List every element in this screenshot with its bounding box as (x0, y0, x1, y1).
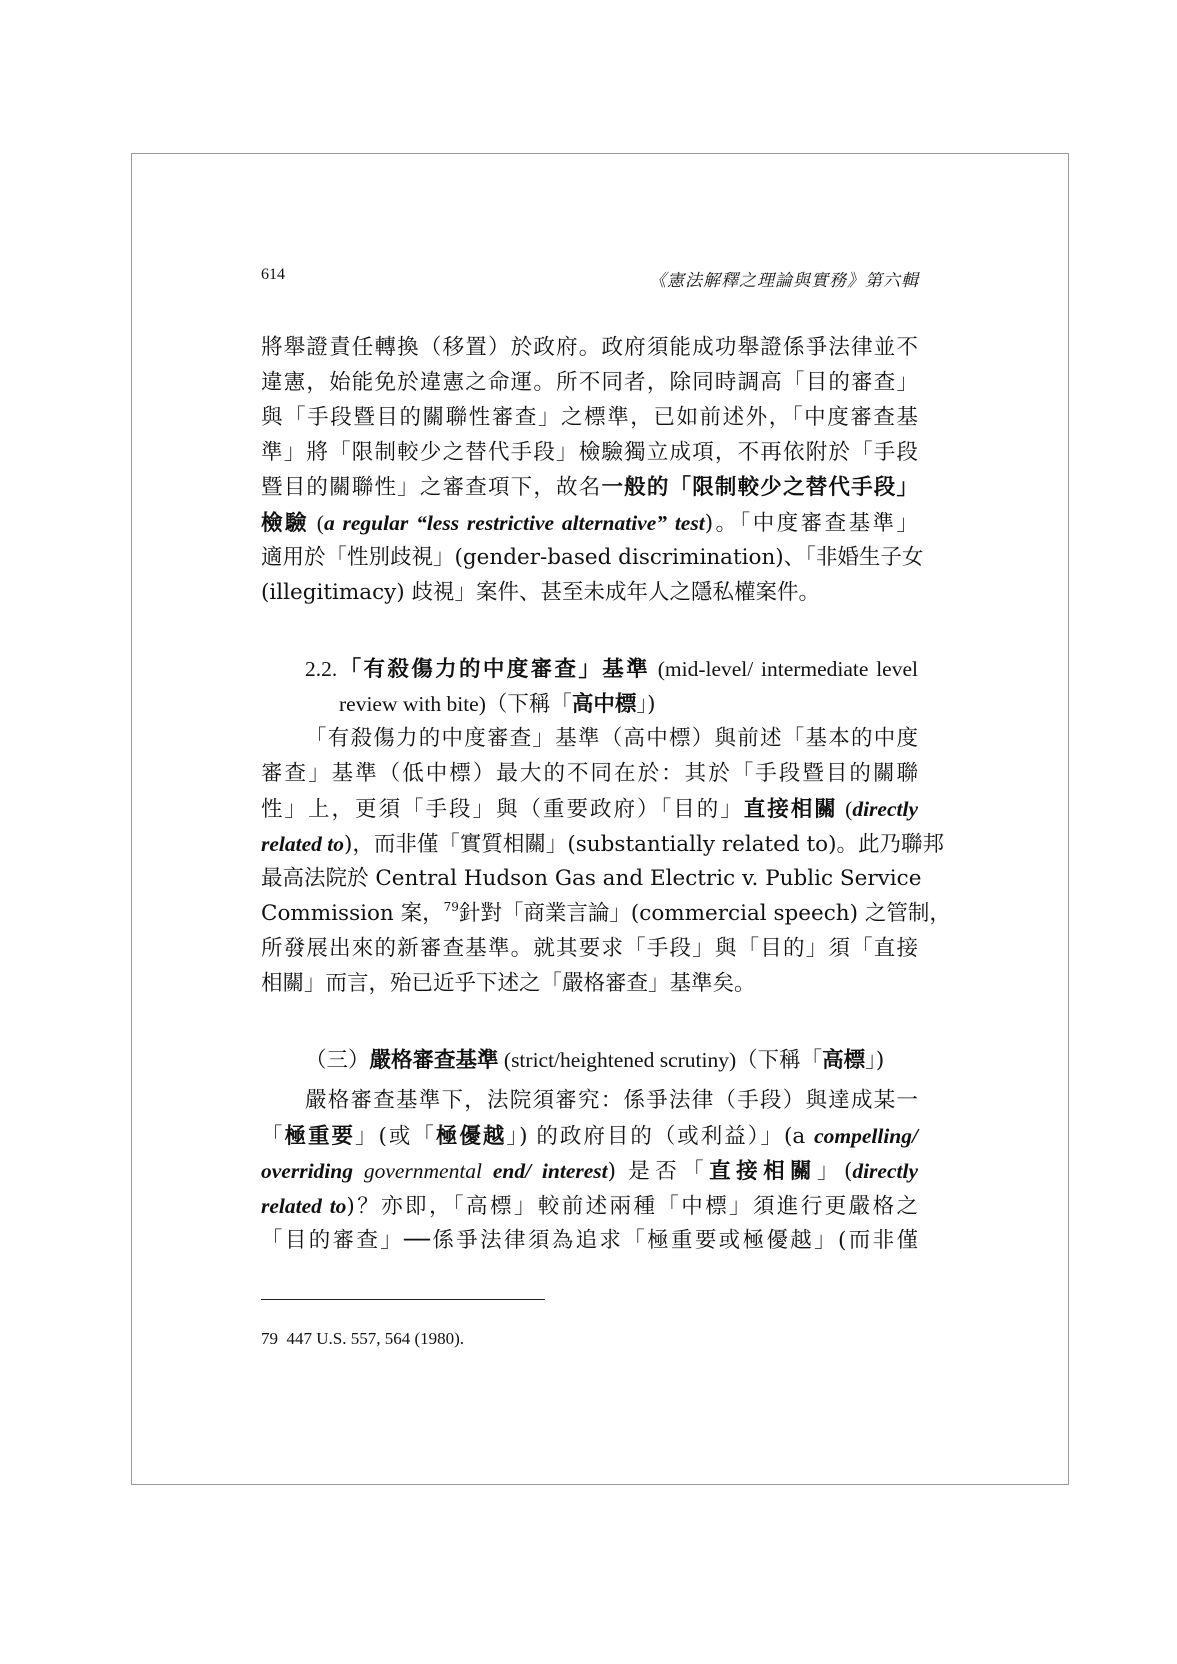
page-number: 614 (261, 266, 285, 283)
para1-line5: 暨目的關聯性」之審查項下，故名一般的「限制較少之替代手段」 (261, 475, 918, 500)
para1-line6: 檢驗 (a regular “less restrictive alternative” test)。「中度審查基準」 (261, 511, 918, 536)
para2-line6: Commission 案，$^{79}$針對「商業言論」(commercial speech) 之管制， (261, 900, 951, 926)
section-2-2-heading: 2.2.「有殺傷力的中度審查」基準 (mid-level/ intermediate level (305, 657, 918, 682)
para3-line1: 嚴格審查基準下，法院須審究：係爭法律（手段）與達成某一 (305, 1088, 918, 1113)
footnote (261, 1329, 464, 1349)
para1-line4: 準」將「限制較少之替代手段」檢驗獨立成項，不再依附於「手段 (261, 440, 918, 465)
para3-line5: 「目的審查」──係爭法律須為追求「極重要或極優越」(而非僅 (261, 1228, 918, 1253)
bold-italic-term: a regular “less restrictive alternative” test (323, 511, 705, 535)
para3-line4: related to)？亦即，「高標」較前述兩種「中標」須進行更嚴格之 (261, 1194, 919, 1219)
para2-line7: 所發展出來的新審查基準。就其要求「手段」與「目的」須「直接 (261, 936, 918, 961)
para2-line8: 相關」而言，殆已近乎下述之「嚴格審查」基準矣。 (261, 971, 756, 996)
bold-term: 一般的「限制較少之替代手段」 (601, 475, 918, 500)
para3-line2: 「極重要」(或「極優越」) 的政府目的（或利益）」(a compelling/ (261, 1124, 918, 1149)
footnote-number: 79 (261, 1329, 278, 1348)
para3-line3: overriding governmental end/ interest) 是否「直接相關」(directly (261, 1159, 918, 1184)
para1-line3: 與「手段暨目的關聯性審查」之標準，已如前述外，「中度審查基 (261, 405, 918, 430)
para2-line4: related to)，而非僅「實質相關」(substantially related to)。此乃聯邦 (261, 832, 944, 857)
para2-line1: 「有殺傷力的中度審查」基準（高中標）與前述「基本的中度 (305, 726, 918, 751)
section-3-heading: （三）嚴格審查基準 (strict/heightened scrutiny)（下稱「高標」) (305, 1048, 885, 1073)
para1-line7: 適用於「性別歧視」(gender-based discrimination)、「非婚生子女 (261, 545, 924, 570)
footnote-ref[interactable]: 79 (443, 900, 459, 914)
para1-line8: (illegitimacy) 歧視」案件、甚至未成年人之隱私權案件。 (261, 580, 821, 605)
running-title: 《憲法解釋之理論與實務》第六輯 (649, 271, 919, 291)
para1-line2: 違憲，始能免於違憲之命運。所不同者，除同時調高「目的審查」 (261, 370, 918, 395)
para1-line1: 將舉證責任轉換（移置）於政府。政府須能成功舉證係爭法律並不 (261, 335, 918, 360)
footnote-divider (261, 1299, 545, 1300)
para2-line2: 審查」基準（低中標）最大的不同在於：其於「手段暨目的關聯 (261, 761, 918, 786)
footnote-text: 447 U.S. 557, 564 (1980). (286, 1329, 465, 1348)
para2-line3: 性」上，更須「手段」與（重要政府）「目的」直接相關 (directly (261, 797, 918, 822)
para2-line5: 最高法院於 Central Hudson Gas and Electric v. Public Service (261, 866, 922, 891)
page-header (261, 266, 919, 290)
section-2-2-heading-cont: review with bite)（下稱「高中標」) (339, 692, 656, 717)
